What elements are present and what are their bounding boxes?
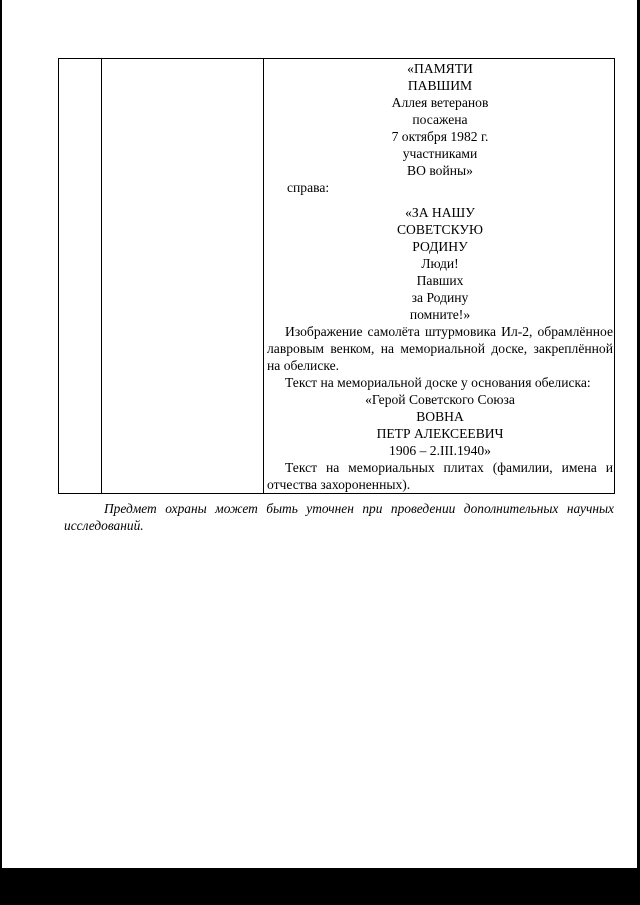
inscription-line: за Родину <box>411 290 469 305</box>
document-table <box>58 58 615 494</box>
footnote: Предмет охраны может быть уточнен при проведении дополнительных научных исследований. <box>64 501 614 533</box>
plaque-line: 1906 – 2.III.1940» <box>389 443 491 458</box>
inscription-line: «ПАМЯТИ <box>407 61 473 76</box>
plaque-line: ВОВНА <box>416 409 464 424</box>
inscription-line: 7 октября 1982 г. <box>391 129 489 144</box>
inscription-line: помните!» <box>409 307 471 322</box>
table-column-number <box>59 59 102 493</box>
inscription-line: РОДИНУ <box>412 239 468 254</box>
bottom-band <box>0 868 640 905</box>
inscription-line: Аллея ветеранов <box>391 95 489 110</box>
image-description: Изображение самолёта штурмовика Ил-2, обрамлённое лавровым венком, на мемориальной доске, закреплённой на обелиске. <box>267 324 613 373</box>
inscription-line: посажена <box>412 112 468 127</box>
inscription-line: Люди! <box>421 256 459 271</box>
inscription-line: ПАВШИМ <box>407 78 473 93</box>
table-column-description <box>267 59 613 493</box>
inscription-line: СОВЕТСКУЮ <box>396 222 484 237</box>
slabs-text: Текст на мемориальных плитах (фамилии, имена и отчества захороненных). <box>267 460 613 492</box>
inscription-line: Павших <box>416 273 464 288</box>
plaque-line: ПЕТР АЛЕКСЕЕВИЧ <box>376 426 504 441</box>
plaque-line: «Герой Советского Союза <box>365 392 515 407</box>
inscription-line: участниками <box>402 146 478 161</box>
page-edge-left <box>0 0 2 868</box>
table-column-name <box>102 59 264 493</box>
plaque-intro: Текст на мемориальной доске у основания обелиска: <box>285 375 591 390</box>
inscription-line: «ЗА НАШУ <box>405 205 475 220</box>
sprava-label: справа: <box>287 180 330 195</box>
inscription-line: ВО войны» <box>407 163 473 178</box>
